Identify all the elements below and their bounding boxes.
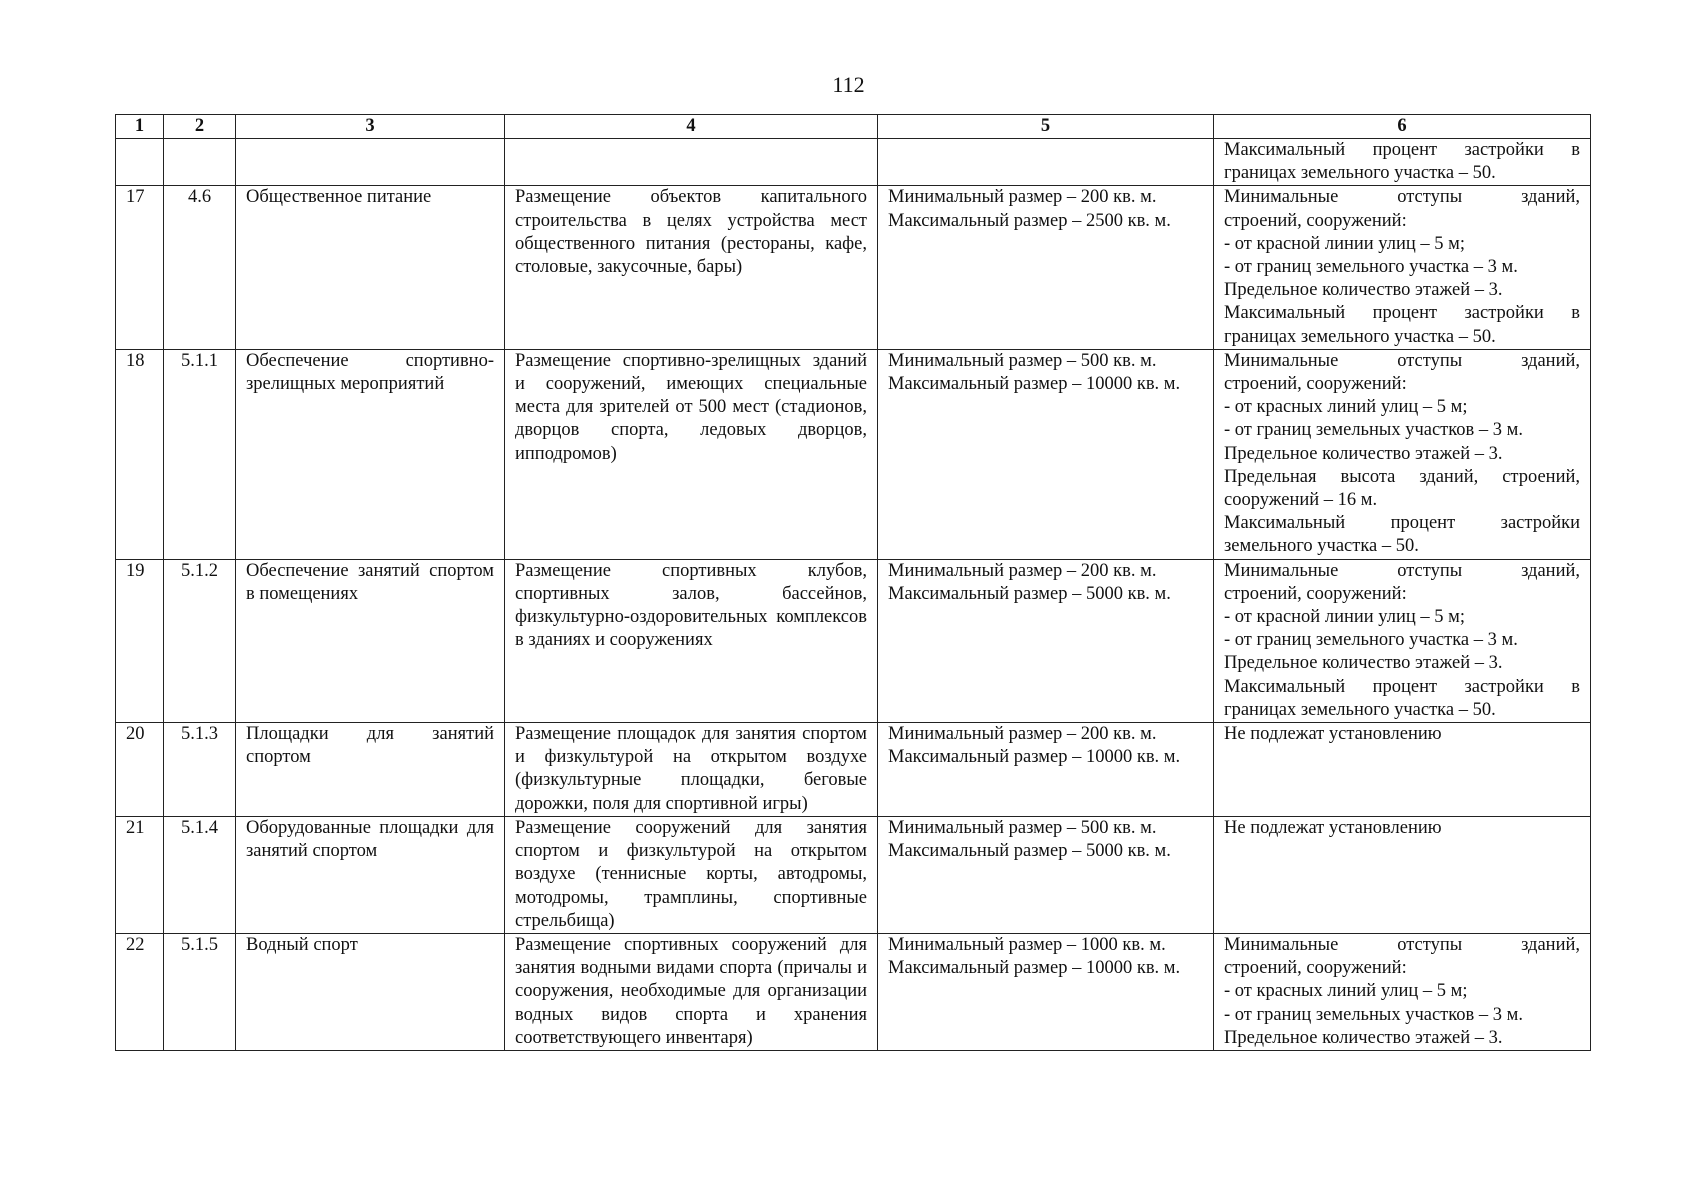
column-header-2: 2: [164, 115, 236, 139]
use-code-cell: 5.1.2: [164, 559, 236, 722]
build-param-line: - от красных линий улиц – 5 м;: [1224, 981, 1468, 1002]
build-param-line: сооружений – 16 м.: [1224, 490, 1378, 511]
row-number-cell: 19: [116, 559, 164, 722]
build-param-line: Минимальные отступы зданий,: [1224, 350, 1580, 371]
table-body: [116, 139, 1591, 1051]
use-description-cell: Размещение спортивно-зрелищных зданий и сооружений, имеющих специальные места для зрителей от 500 мест (стадионов, дворцов спорта, ледовых дворцов, ипподромов): [505, 349, 878, 559]
build-params-cell: [1214, 723, 1591, 817]
use-name-cell: Обеспечение спортивно-зрелищных мероприятий: [236, 349, 505, 559]
column-header-3: 3: [236, 115, 505, 139]
table-row: [116, 933, 1591, 1050]
build-param-line: строений, сооружений:: [1224, 958, 1407, 979]
use-description-cell: Размещение сооружений для занятия спортом и физкультурой на открытом воздухе (теннисные корты, автодромы, мотодромы, трамплины, спортивные стрельбища): [505, 816, 878, 933]
row-number-cell: 18: [116, 349, 164, 559]
use-name-cell: Оборудованные площадки для занятий спортом: [236, 816, 505, 933]
build-param-line: - от красных линий улиц – 5 м;: [1224, 397, 1468, 418]
plot-size-cell: [878, 723, 1214, 817]
build-param-line: границах земельного участка – 50.: [1224, 326, 1496, 347]
use-code-cell: 5.1.3: [164, 723, 236, 817]
build-param-line: Максимальный процент застройки в: [1224, 140, 1580, 160]
build-param-line: - от красной линии улиц – 5 м;: [1224, 233, 1465, 254]
row-number-cell: 17: [116, 186, 164, 349]
column-header-6: 6: [1214, 115, 1591, 139]
use-code-cell: 4.6: [164, 186, 236, 349]
build-params-cell: [1214, 933, 1591, 1050]
build-param-line: Максимальный процент застройки в: [1224, 676, 1580, 697]
build-params-cell: [1214, 816, 1591, 933]
plot-size-cell: [878, 349, 1214, 559]
use-name-cell: Площадки для занятий спортом: [236, 723, 505, 817]
build-param-line: Предельное количество этажей – 3.: [1224, 443, 1503, 464]
plot-size-line: Максимальный размер – 10000 кв. м.: [888, 374, 1181, 395]
plot-size-cell: [878, 139, 1214, 186]
build-param-line: Максимальный процент застройки: [1224, 513, 1580, 534]
plot-size-cell: [878, 559, 1214, 722]
table-row: [116, 723, 1591, 817]
plot-size-line: Максимальный размер – 5000 кв. м.: [888, 583, 1171, 604]
use-name-cell: [236, 139, 505, 186]
use-description-cell: Размещение объектов капитального строительства в целях устройства мест общественного питания (рестораны, кафе, столовые, закусочные, бары): [505, 186, 878, 349]
build-param-line: Предельная высота зданий, строений,: [1224, 466, 1580, 487]
build-param-line: земельного участка – 50.: [1224, 536, 1419, 557]
table-row: [116, 816, 1591, 933]
use-name-cell: Обеспечение занятий спортом в помещениях: [236, 559, 505, 722]
plot-size-cell: [878, 186, 1214, 349]
plot-size-line: Минимальный размер – 200 кв. м.: [888, 560, 1157, 581]
plot-size-line: Минимальный размер – 1000 кв. м.: [888, 934, 1166, 955]
build-param-line: Минимальные отступы зданий,: [1224, 934, 1580, 955]
build-param-line: Не подлежат установлению: [1224, 817, 1442, 838]
use-code-cell: 5.1.1: [164, 349, 236, 559]
row-number-cell: 21: [116, 816, 164, 933]
build-param-line: - от границ земельных участков – 3 м.: [1224, 1004, 1523, 1025]
table-row: [116, 139, 1591, 186]
build-params-cell: [1214, 349, 1591, 559]
build-param-line: границах земельного участка – 50.: [1224, 163, 1496, 184]
build-param-line: Предельное количество этажей – 3.: [1224, 1027, 1503, 1048]
build-params-cell: [1214, 139, 1591, 186]
row-number-cell: [116, 139, 164, 186]
table-row: [116, 349, 1591, 559]
plot-size-line: Минимальный размер – 500 кв. м.: [888, 350, 1157, 371]
use-description-cell: Размещение спортивных клубов, спортивных залов, бассейнов, физкультурно-оздоровительных комплексов в зданиях и сооружениях: [505, 559, 878, 722]
use-description-cell: [505, 139, 878, 186]
table-row: [116, 559, 1591, 722]
use-code-cell: 5.1.5: [164, 933, 236, 1050]
build-param-line: Минимальные отступы зданий,: [1224, 187, 1580, 208]
plot-size-line: Максимальный размер – 10000 кв. м.: [888, 958, 1181, 979]
build-param-line: - от границ земельного участка – 3 м.: [1224, 630, 1518, 651]
build-param-line: Предельное количество этажей – 3.: [1224, 653, 1503, 674]
use-name-cell: Общественное питание: [236, 186, 505, 349]
build-param-line: границах земельного участка – 50.: [1224, 699, 1496, 720]
build-params-cell: [1214, 186, 1591, 349]
land-use-regulations-table: [115, 114, 1591, 1051]
plot-size-line: Максимальный размер – 10000 кв. м.: [888, 747, 1181, 768]
use-description-cell: Размещение площадок для занятия спортом и физкультурой на открытом воздухе (физкультурные площадки, беговые дорожки, поля для спортивной игры): [505, 723, 878, 817]
build-param-line: Минимальные отступы зданий,: [1224, 560, 1580, 581]
build-param-line: строений, сооружений:: [1224, 374, 1407, 395]
row-number-cell: 20: [116, 723, 164, 817]
build-params-cell: [1214, 559, 1591, 722]
plot-size-cell: [878, 816, 1214, 933]
plot-size-line: Минимальный размер – 500 кв. м.: [888, 817, 1157, 838]
plot-size-line: Максимальный размер – 2500 кв. м.: [888, 210, 1171, 231]
build-param-line: Максимальный процент застройки в: [1224, 303, 1580, 324]
build-param-line: - от границ земельного участка – 3 м.: [1224, 257, 1518, 278]
build-param-line: Предельное количество этажей – 3.: [1224, 280, 1503, 301]
column-header-4: 4: [505, 115, 878, 139]
plot-size-line: Максимальный размер – 5000 кв. м.: [888, 841, 1171, 862]
plot-size-line: Минимальный размер – 200 кв. м.: [888, 724, 1157, 745]
build-param-line: Не подлежат установлению: [1224, 724, 1442, 745]
use-code-cell: 5.1.4: [164, 816, 236, 933]
use-description-cell: Размещение спортивных сооружений для занятия водными видами спорта (причалы и сооружения, необходимые для организации водных видов спорта и хранения соответствующего инвентаря): [505, 933, 878, 1050]
page-number: 112: [832, 72, 865, 97]
build-param-line: строений, сооружений:: [1224, 583, 1407, 604]
column-header-1: 1: [116, 115, 164, 139]
header-row: [116, 115, 1591, 139]
build-param-line: строений, сооружений:: [1224, 210, 1407, 231]
build-param-line: - от красной линии улиц – 5 м;: [1224, 607, 1465, 628]
build-param-line: - от границ земельных участков – 3 м.: [1224, 420, 1523, 441]
use-name-cell: Водный спорт: [236, 933, 505, 1050]
plot-size-cell: [878, 933, 1214, 1050]
table-row: [116, 186, 1591, 349]
use-code-cell: [164, 139, 236, 186]
column-header-5: 5: [878, 115, 1214, 139]
table-header: [116, 115, 1591, 139]
row-number-cell: 22: [116, 933, 164, 1050]
plot-size-line: Минимальный размер – 200 кв. м.: [888, 187, 1157, 208]
